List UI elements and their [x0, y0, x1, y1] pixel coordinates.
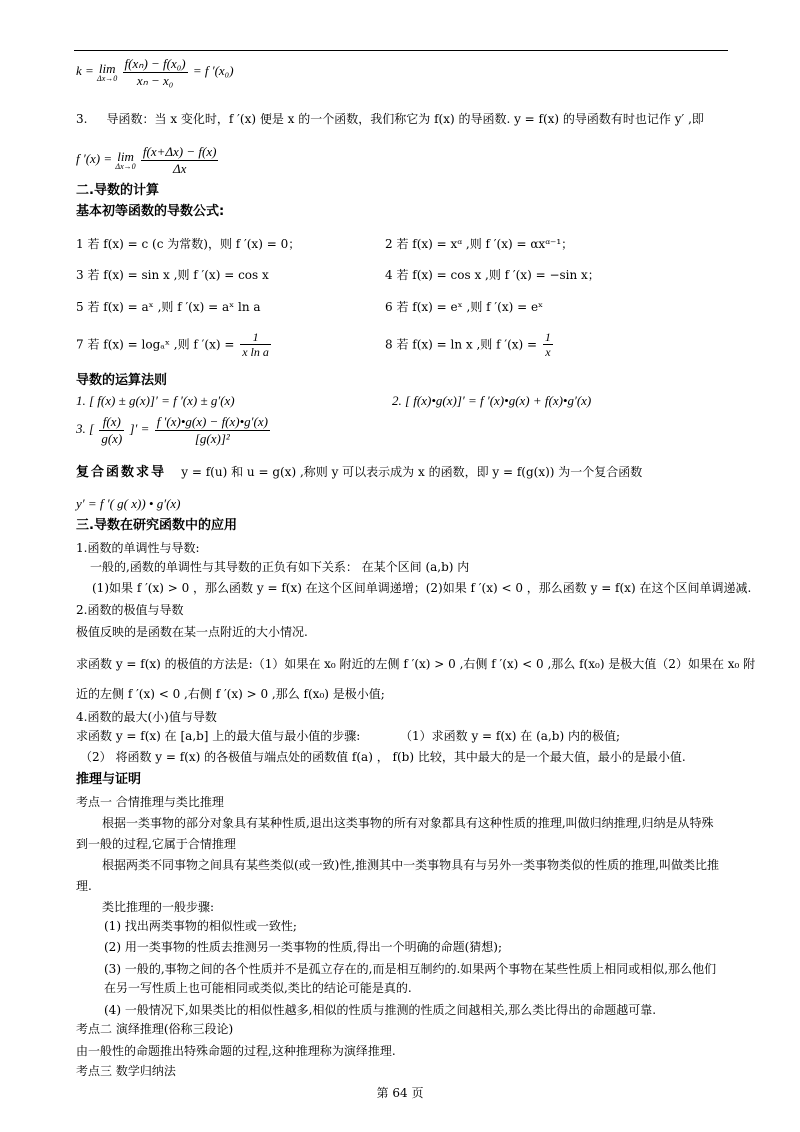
rule-1: 1 若 f(x) = c (c 为常数)，则 f ′(x) = 0； [76, 237, 301, 251]
formula-lhs: f ′(x) = [76, 151, 116, 167]
formula-k-lhs: k = [76, 63, 98, 79]
section-2-title: 二.导数的计算 [76, 183, 159, 198]
composite-text: y = f(u) 和 u = g(x) ,称则 y 可以表示成为 x 的函数，即 y = f(g(x)) 为一个复合函数 [181, 465, 643, 479]
fraction [141, 144, 219, 176]
rule-7 [76, 330, 273, 360]
point-3-title: 考点三 数学归纳法 [76, 1064, 176, 1078]
fraction-numerator: f(x) [99, 414, 124, 431]
maxmin-line-1b: （1）求函数 y = f(x) 在 (a,b) 内的极值; [400, 729, 620, 743]
op-rule-3-prefix: 3. [ [76, 421, 95, 437]
fraction-numerator: f ′(x)•g(x) − f(x)•g′(x) [156, 414, 268, 429]
lim-label: lim [98, 60, 116, 76]
op-rule-1: 1. [ f(x) ± g(x)]′ = f ′(x) ± g′(x) [76, 393, 235, 408]
lim-subscript: Δx→0 [97, 73, 118, 83]
composite-derivative [76, 465, 642, 481]
formula-derivative-def [76, 144, 220, 176]
formula-k-rhs: = f ′(x₀) [192, 63, 234, 79]
extremum-line-3: 近的左侧 f ′(x) < 0 ,右侧 f ′(x) > 0 ,那么 f(x₀) 是极小值; [76, 687, 385, 701]
rule-5: 5 若 f(x) = aˣ ,则 f ′(x) = aˣ ln a [76, 300, 261, 314]
point-1-para-2a: 根据两类不同事物之间具有某些类似(或一致)性,推测其中一类事物具有与另外一类事物类似的性质的推理,叫做类比推 [102, 858, 719, 872]
point-1-title: 考点一 合情推理与类比推理 [76, 795, 224, 809]
fraction-numerator: f(xₙ) − f(x₀) [124, 56, 186, 71]
analogy-step-4: (4) 一般情况下,如果类比的相似性越多,相似的性质与推测的性质之间越相关,那么类比得出的命题越可靠. [104, 1003, 657, 1017]
analogy-step-3-cont: 在另一写性质上也可能相同或类似,类比的结论可能是真的. [104, 981, 412, 995]
rule-8 [385, 330, 555, 360]
point-1-para-1b: 到一般的过程,它属于合情推理 [76, 837, 236, 851]
analogy-step-3: (3) 一般的,事物之间的各个性质并不是孤立存在的,而是相互制约的.如果两个事物在某些性质上相同或相似,那么他们 [104, 962, 717, 976]
fraction [123, 56, 188, 88]
fraction [155, 414, 270, 446]
fraction-denominator: xₙ − x₀ [136, 72, 174, 88]
fraction [543, 330, 553, 360]
fraction-denominator: x [545, 345, 551, 360]
item-3 [76, 112, 704, 126]
monotonic-line-2: (1)如果 f ′(x) > 0 ，那么函数 y = f(x) 在这个区间单调递增；(2)如果 f ′(x) < 0 ，那么函数 y = f(x) 在这个区间单调递减. [92, 581, 752, 595]
basic-formulas-title: 基本初等函数的导数公式: [76, 204, 225, 219]
fraction-denominator: Δx [172, 160, 187, 176]
fraction [240, 330, 271, 360]
fraction-denominator: x ln a [242, 345, 269, 360]
point-2-title: 考点二 演绎推理(俗称三段论) [76, 1022, 234, 1036]
fraction-numerator: f(x+Δx) − f(x) [142, 144, 217, 159]
reasoning-title: 推理与证明 [76, 772, 142, 787]
monotonic-line-1: 一般的,函数的单调性与其导数的正负有如下关系： 在某个区间 (a,b) 内 [90, 560, 470, 574]
maxmin-line-2: （2） 将函数 y = f(x) 的各极值与端点处的函数值 f(a) ， f(b) 比较，其中最大的是一个最大值，最小的是最小值. [80, 750, 686, 764]
formula-k [76, 56, 234, 88]
rule-6: 6 若 f(x) = eˣ ,则 f ′(x) = eˣ [385, 300, 544, 314]
lim-label: lim [117, 148, 134, 164]
fraction-numerator: 1 [544, 330, 551, 344]
op-rule-3 [76, 414, 272, 446]
rule-4: 4 若 f(x) = cos x ,则 f ′(x) = −sin x； [385, 268, 600, 282]
op-rule-2: 2. [ f(x)•g(x)]′ = f ′(x)•g(x) + f(x)•g′(x) [392, 393, 592, 408]
monotonic-title: 1.函数的单调性与导数: [76, 541, 200, 555]
fraction-numerator: 1 [240, 330, 271, 345]
composite-title: 复合函数求导 [76, 465, 167, 480]
fraction [99, 414, 124, 446]
rule-7-text: 7 若 f(x) = logₐˣ ,则 f ′(x) = [76, 337, 235, 352]
analogy-step-1: (1) 找出两类事物的相似性或一致性; [104, 919, 297, 933]
item-3-text: 导函数：当 x 变化时，f ′(x) 便是 x 的一个函数，我们称它为 f(x) 的导函数. y = f(x) 的导函数有时也记作 y′ ,即 [106, 112, 704, 126]
point-1-para-2b: 理. [76, 879, 92, 893]
lim-subscript: Δx→0 [115, 161, 136, 171]
section-3-title: 三.导数在研究函数中的应用 [76, 518, 237, 533]
maxmin-line-1a: 求函数 y = f(x) 在 [a,b] 上的最大值与最小值的步骤: [76, 729, 361, 743]
page-number: 第 64 页 [376, 1086, 424, 1100]
op-rule-3-mid: ]′ = [129, 421, 150, 437]
rule-8-text: 8 若 f(x) = ln x ,则 f ′(x) = [385, 337, 538, 352]
extremum-line-2: 求函数 y = f(x) 的极值的方法是:（1）如果在 x₀ 附近的左侧 f ′(x) > 0 ,右侧 f ′(x) < 0 ,那么 f(x₀) 是极大值（2）如果在 x₀ 附 [76, 657, 756, 671]
header-rule [74, 50, 728, 51]
fraction-denominator: [g(x)]² [194, 430, 230, 446]
extremum-line-1: 极值反映的是函数在某一点附近的大小情况. [76, 625, 308, 639]
analogy-step-2: (2) 用一类事物的性质去推测另一类事物的性质,得出一个明确的命题(猜想); [104, 940, 503, 954]
composite-formula: y′ = f ′( g( x)) • g′(x) [76, 496, 181, 511]
limit-operator [115, 150, 135, 171]
point-2-text: 由一般性的命题推出特殊命题的过程,这种推理称为演绎推理. [76, 1044, 396, 1058]
point-1-para-1a: 根据一类事物的部分对象具有某种性质,退出这类事物的所有对象都具有这种性质的推理,叫做归纳推理,归纳是从特殊 [102, 816, 714, 830]
rule-2: 2 若 f(x) = xᵅ ,则 f ′(x) = αxᵅ⁻¹； [385, 237, 574, 251]
analogy-steps-title: 类比推理的一般步骤: [102, 900, 215, 914]
maxmin-title: 4.函数的最大(小)值与导数 [76, 710, 217, 724]
rule-3: 3 若 f(x) = sin x ,则 f ′(x) = cos x [76, 268, 269, 282]
fraction-denominator: g(x) [101, 430, 123, 446]
extremum-title: 2.函数的极值与导数 [76, 603, 184, 617]
operation-rules-title: 导数的运算法则 [76, 373, 168, 388]
limit-operator [97, 62, 117, 83]
item-number: 3. [76, 112, 88, 126]
